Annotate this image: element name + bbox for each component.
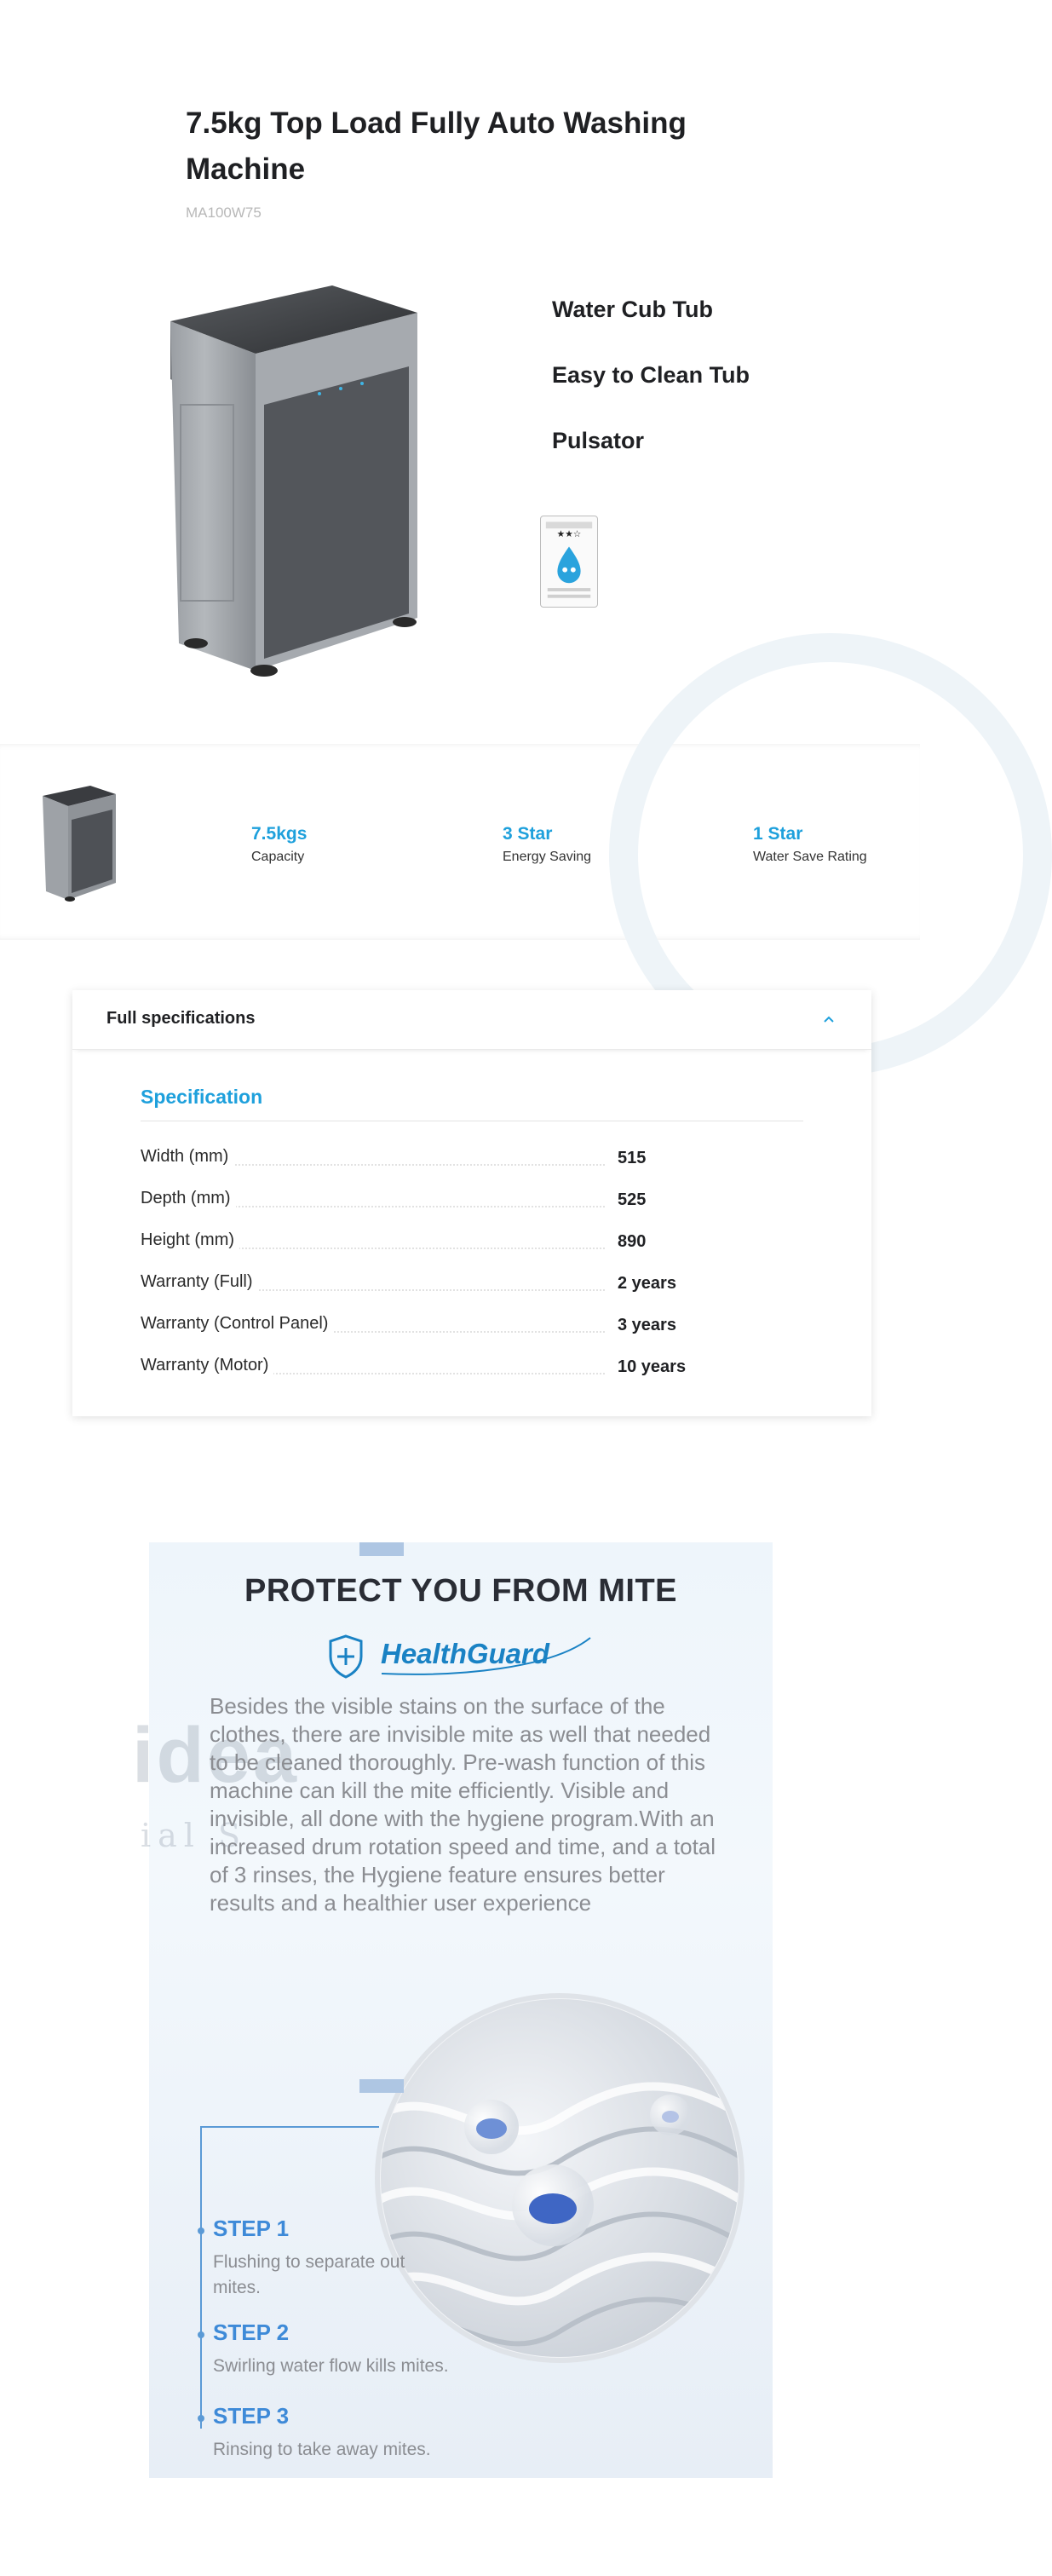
energy-rating-label xyxy=(540,516,598,608)
step-timeline xyxy=(200,2126,202,2429)
step-title: STEP 2 xyxy=(213,2320,290,2345)
feature-item: Easy to Clean Tub xyxy=(552,362,750,388)
spec-row xyxy=(141,1351,737,1392)
full-specs-toggle[interactable] xyxy=(72,990,871,1050)
spec-name: Warranty (Motor) xyxy=(141,1356,273,1375)
feature-list xyxy=(552,294,750,491)
spec-value: 7.5kgs xyxy=(251,824,308,844)
healthguard-logo-text: HealthGuard xyxy=(381,1638,550,1669)
spec-name: Depth (mm) xyxy=(141,1189,236,1208)
spec-name: Width (mm) xyxy=(141,1147,233,1167)
spec-row xyxy=(141,1142,737,1184)
spec-label: Water Save Rating xyxy=(753,850,867,864)
watermark: idea xyxy=(132,1712,300,1799)
banner-tab xyxy=(359,2079,404,2093)
spec-section-title: Specification xyxy=(141,1086,263,1108)
spec-value: 515 xyxy=(618,1149,647,1167)
step-title: STEP 1 xyxy=(213,2216,290,2241)
spec-value: 10 years xyxy=(618,1357,687,1376)
step-title: STEP 3 xyxy=(213,2403,290,2429)
spec-label: Capacity xyxy=(251,850,305,864)
chevron-up-icon[interactable] xyxy=(820,1011,837,1028)
spec-capacity xyxy=(251,823,307,867)
full-specs-panel xyxy=(72,990,871,1416)
step-dot xyxy=(198,2227,204,2234)
spec-energy-saving xyxy=(503,823,591,867)
spec-value: 2 years xyxy=(618,1274,676,1293)
banner-description: Besides the visible stains on the surface of the clothes, there are invisible mite as well that needed to be cleaned thoroughly. Pre-wash function of this machine can kill the mite efficiently. Visible and invisible, all done with the hygiene program.With an increased drum rotation speed and time, and a total of 3 rinses, the Hygiene feature ensures better results and a healthier user experience xyxy=(210,1693,716,1916)
product-thumbnail xyxy=(41,782,119,902)
healthguard-banner xyxy=(132,1542,773,2478)
spec-value: 3 Star xyxy=(503,824,553,844)
spec-value: 890 xyxy=(618,1232,647,1251)
mite-illustration xyxy=(372,1991,747,2366)
spec-name: Warranty (Control Panel) xyxy=(141,1314,333,1334)
spec-water-save xyxy=(753,823,867,867)
spec-value: 1 Star xyxy=(753,824,803,844)
step-dot xyxy=(198,2415,204,2422)
product-title: 7.5kg Top Load Fully Auto Washing Machine xyxy=(186,107,687,186)
spec-row xyxy=(141,1225,737,1267)
step-description: Swirling water flow kills mites. xyxy=(213,2356,449,2376)
spec-name: Warranty (Full) xyxy=(141,1272,257,1292)
product-model: MA100W75 xyxy=(186,205,262,221)
step-dot xyxy=(198,2331,204,2338)
feature-item: Pulsator xyxy=(552,428,645,453)
step-description: Rinsing to take away mites. xyxy=(213,2440,431,2459)
banner-heading: PROTECT YOU FROM MITE xyxy=(244,1573,678,1609)
full-specs-title: Full specifications xyxy=(106,1009,256,1028)
spec-value: 525 xyxy=(618,1190,647,1209)
spec-value: 3 years xyxy=(618,1316,676,1334)
step-description: Flushing to separate out mites. xyxy=(213,2252,405,2297)
spec-label: Energy Saving xyxy=(503,850,592,864)
step-connector xyxy=(200,2126,379,2128)
banner-tab xyxy=(359,1542,404,1556)
feature-item: Water Cub Tub xyxy=(552,297,713,322)
key-specs-strip xyxy=(0,744,920,940)
watermark-sub: ial S xyxy=(141,1817,248,1854)
spec-row xyxy=(141,1184,737,1225)
spec-row xyxy=(141,1309,737,1351)
spec-row xyxy=(141,1267,737,1309)
spec-table xyxy=(141,1142,737,1392)
spec-name: Height (mm) xyxy=(141,1230,239,1250)
product-image xyxy=(162,277,434,677)
svg-text:★★☆: ★★☆ xyxy=(556,527,582,539)
